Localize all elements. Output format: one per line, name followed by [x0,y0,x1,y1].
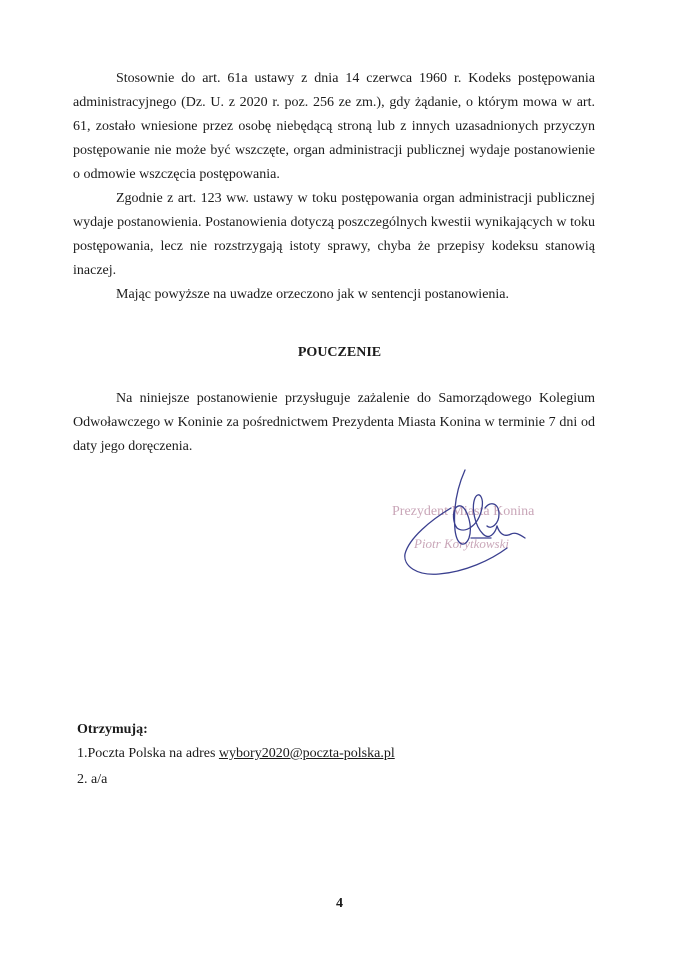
paragraph-legal-basis [73,67,595,187]
stamp-name: Piotr Korytkowski [414,536,509,551]
paragraph-legal-basis-text: Stosownie do art. 61a ustawy z dnia 14 czerwca 1960 r. Kodeks postępowania administracyjnego (Dz. U. z 2020 r. poz. 256 ze zm.), gdy żądanie, o którym mowa w art. 61, zostało wniesione przez osobę niebędącą stroną lub z innych uzasadnionych przyczyn postępowanie nie może być wszczęte, organ administracji publicznej wydaje postanowienie o odmowie wszczęcia postępowania. [73,71,595,182]
recipient-item-2: 2. a/a [77,772,108,787]
recipient-email-link[interactable]: wybory2020@poczta-polska.pl [218,746,395,761]
paragraph-conclusion-text: Mając powyższe na uwadze orzeczono jak w sentencji postanowienia. [116,287,510,302]
recipient-item-1 [77,744,395,764]
recipients-title: Otrzymują: [77,722,148,737]
paragraph-instruction [73,387,595,459]
page-number: 4 [336,896,343,911]
recipient-item-1-label: 1.Poczta Polska na adres [77,746,219,761]
stamp-title: Prezydent Miasta Konina [392,504,535,519]
paragraph-instruction-text: Na niniejsze postanowienie przysługuje zażalenie do Samorządowego Kolegium Odwoławczego w Koninie za pośrednictwem Prezydenta Miasta Konina w terminie 7 dni od daty jego doręczenia. [73,391,595,454]
paragraph-conclusion [73,283,595,307]
paragraph-article-123-text: Zgodnie z art. 123 ww. ustawy w toku postępowania organ administracji publicznej wydaje postanowienia. Postanowienia dotyczą poszczególnych kwestii wynikających w toku postępowania, lecz nie rozstrzygają istoty sprawy, chyba że przepisy kodeksu stanowią inaczej. [73,191,595,278]
handwritten-signature [395,468,535,583]
paragraph-article-123 [73,187,595,283]
instruction-heading: POUCZENIE [297,345,382,360]
